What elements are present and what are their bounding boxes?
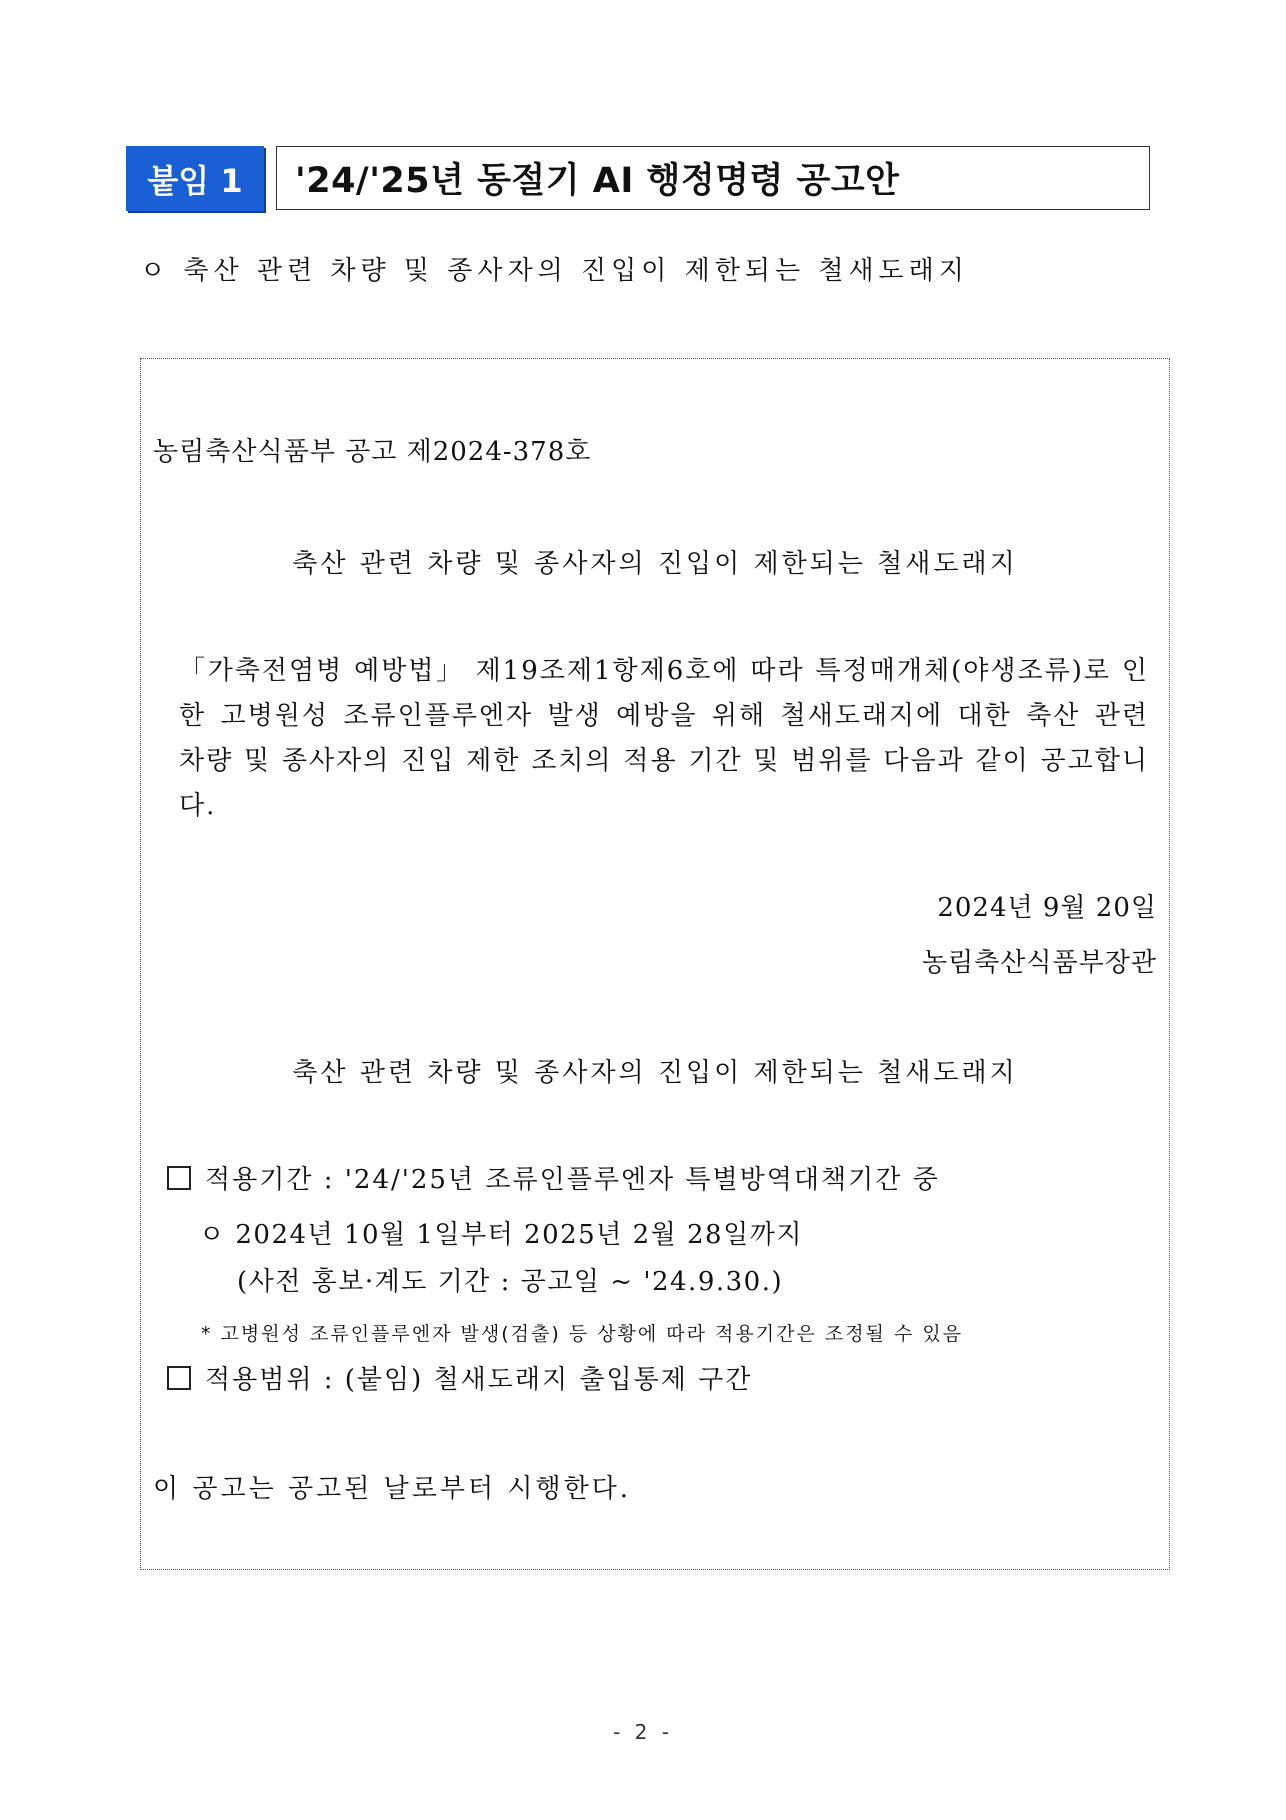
scope-item [167,1359,752,1396]
period-item [167,1159,940,1196]
attachment-badge: 붙임 1 [126,146,264,211]
square-bullet-icon [167,1166,191,1190]
page-title: '24/'25년 동절기 AI 행정명령 공고안 [276,146,1150,210]
notice-box [140,358,1170,1570]
period-note: * 고병원성 조류인플루엔자 발생(검출) 등 상황에 따라 적용기간은 조정될 수 있음 [201,1323,964,1345]
effective-statement: 이 공고는 공고된 날로부터 시행한다. [153,1474,632,1504]
notice-date: 2024년 9월 20일 [937,893,1157,923]
page-number: - 2 - [613,1720,673,1744]
period-detail: ㅇ 2024년 10월 1일부터 2025년 2월 28일까지 [199,1220,803,1250]
notice-heading-2: 축산 관련 차량 및 종사자의 진입이 제한되는 철새도래지 [292,1058,1018,1088]
notice-number: 농림축산식품부 공고 제2024-378호 [153,437,592,467]
notice-issuer: 농림축산식품부장관 [921,948,1157,978]
intro-line: ㅇ 축산 관련 차량 및 종사자의 진입이 제한되는 철새도래지 [140,256,969,286]
scope-label: 적용범위 : (붙임) 철새도래지 출입통제 구간 [205,1365,753,1395]
square-bullet-icon [167,1366,191,1390]
period-pr: (사전 홍보·계도 기간 : 공고일 ~ '24.9.30.) [237,1267,784,1297]
notice-body: 「가축전염병 예방법」 제19조제1항제6호에 따라 특정매개체(야생조류)로 인한 고병원성 조류인플루엔자 발생 예방을 위해 철새도래지에 대한 축산 관련 차량 및 종사자의 진입 제한 조치의 적용 기간 및 범위를 다음과 같이 공고합니다. [179,656,1149,821]
period-label: 적용기간 : '24/'25년 조류인플루엔자 특별방역대책기간 중 [205,1165,940,1195]
notice-heading: 축산 관련 차량 및 종사자의 진입이 제한되는 철새도래지 [292,549,1018,579]
